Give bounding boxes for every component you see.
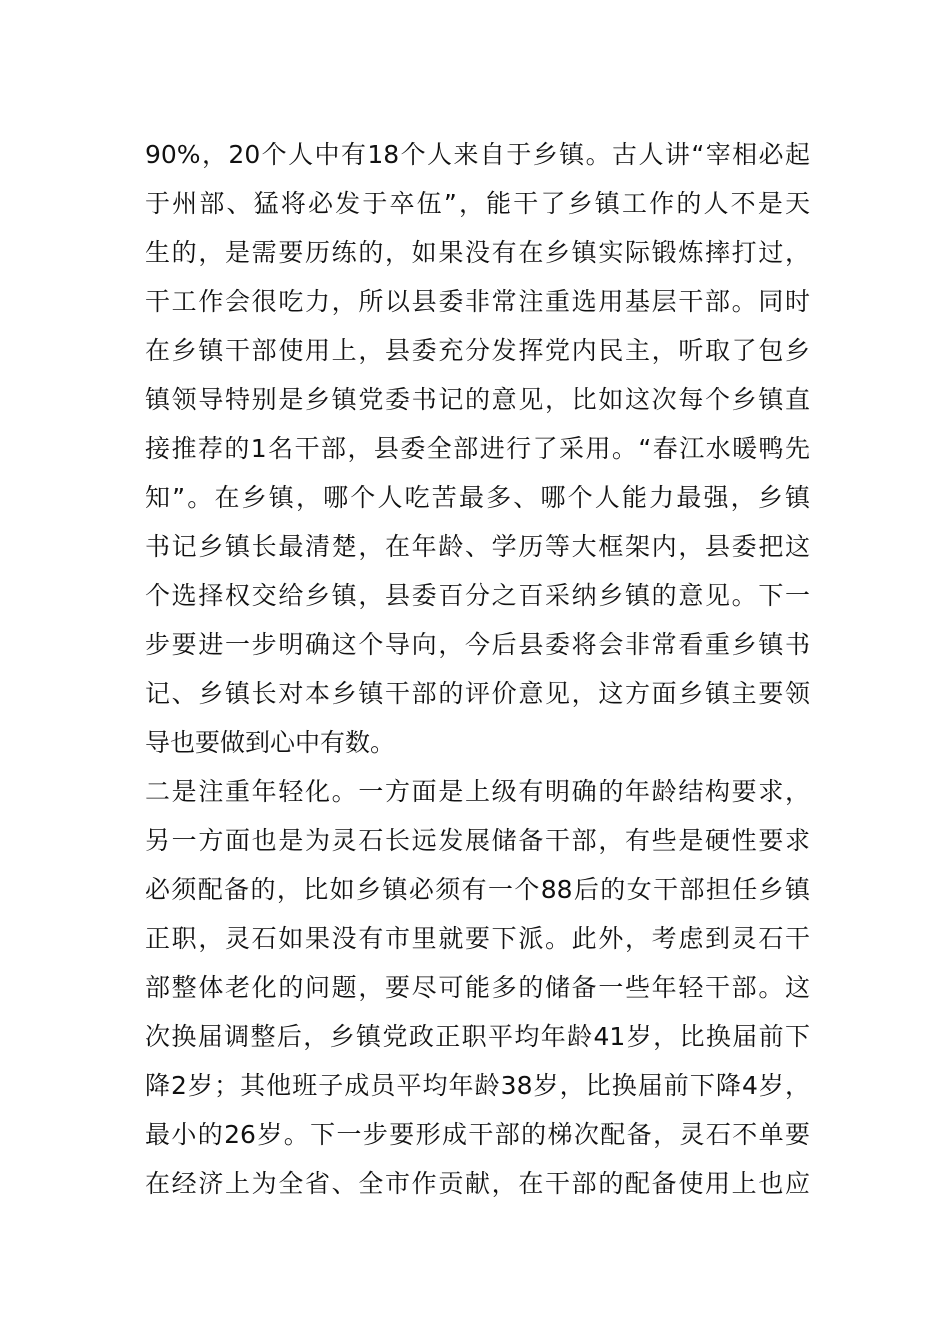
text-line: 二是注重年轻化。一方面是上级有明确的年龄结构要求， bbox=[145, 777, 810, 806]
text-line: 步要进一步明确这个导向，今后县委将会非常看重乡镇书 bbox=[145, 630, 810, 659]
text-line: 最小的26岁。下一步要形成干部的梯次配备，灵石不单要 bbox=[145, 1120, 810, 1149]
text-line: 于州部、猛将必发于卒伍”，能干了乡镇工作的人不是天 bbox=[145, 189, 810, 218]
text-line: 书记乡镇长最清楚，在年龄、学历等大框架内，县委把这 bbox=[145, 532, 810, 561]
text-line: 接推荐的1名干部，县委全部进行了采用。“春江水暖鸭先 bbox=[145, 434, 810, 463]
text-line: 在经济上为全省、全市作贡献，在干部的配备使用上也应 bbox=[145, 1169, 810, 1198]
text-line: 镇领导特别是乡镇党委书记的意见，比如这次每个乡镇直 bbox=[145, 385, 810, 414]
text-line: 知”。在乡镇，哪个人吃苦最多、哪个人能力最强，乡镇 bbox=[145, 483, 810, 512]
text-line: 90%，20个人中有18个人来自于乡镇。古人讲“宰相必起 bbox=[145, 140, 810, 169]
text-line: 导也要做到心中有数。 bbox=[145, 728, 396, 757]
body-text bbox=[145, 130, 810, 1208]
text-line: 干工作会很吃力，所以县委非常注重选用基层干部。同时 bbox=[145, 287, 810, 316]
text-line: 记、乡镇长对本乡镇干部的评价意见，这方面乡镇主要领 bbox=[145, 679, 810, 708]
text-line: 正职，灵石如果没有市里就要下派。此外，考虑到灵石干 bbox=[145, 924, 810, 953]
text-line: 降2岁；其他班子成员平均年龄38岁，比换届前下降4岁， bbox=[145, 1071, 810, 1100]
text-line: 在乡镇干部使用上，县委充分发挥党内民主，听取了包乡 bbox=[145, 336, 810, 365]
text-line: 另一方面也是为灵石长远发展储备干部，有些是硬性要求 bbox=[145, 826, 810, 855]
text-line: 个选择权交给乡镇，县委百分之百采纳乡镇的意见。下一 bbox=[145, 581, 810, 610]
text-line: 生的，是需要历练的，如果没有在乡镇实际锻炼摔打过， bbox=[145, 238, 810, 267]
text-line: 必须配备的，比如乡镇必须有一个88后的女干部担任乡镇 bbox=[145, 875, 810, 904]
text-line: 次换届调整后，乡镇党政正职平均年龄41岁，比换届前下 bbox=[145, 1022, 810, 1051]
text-line: 部整体老化的问题，要尽可能多的储备一些年轻干部。这 bbox=[145, 973, 810, 1002]
